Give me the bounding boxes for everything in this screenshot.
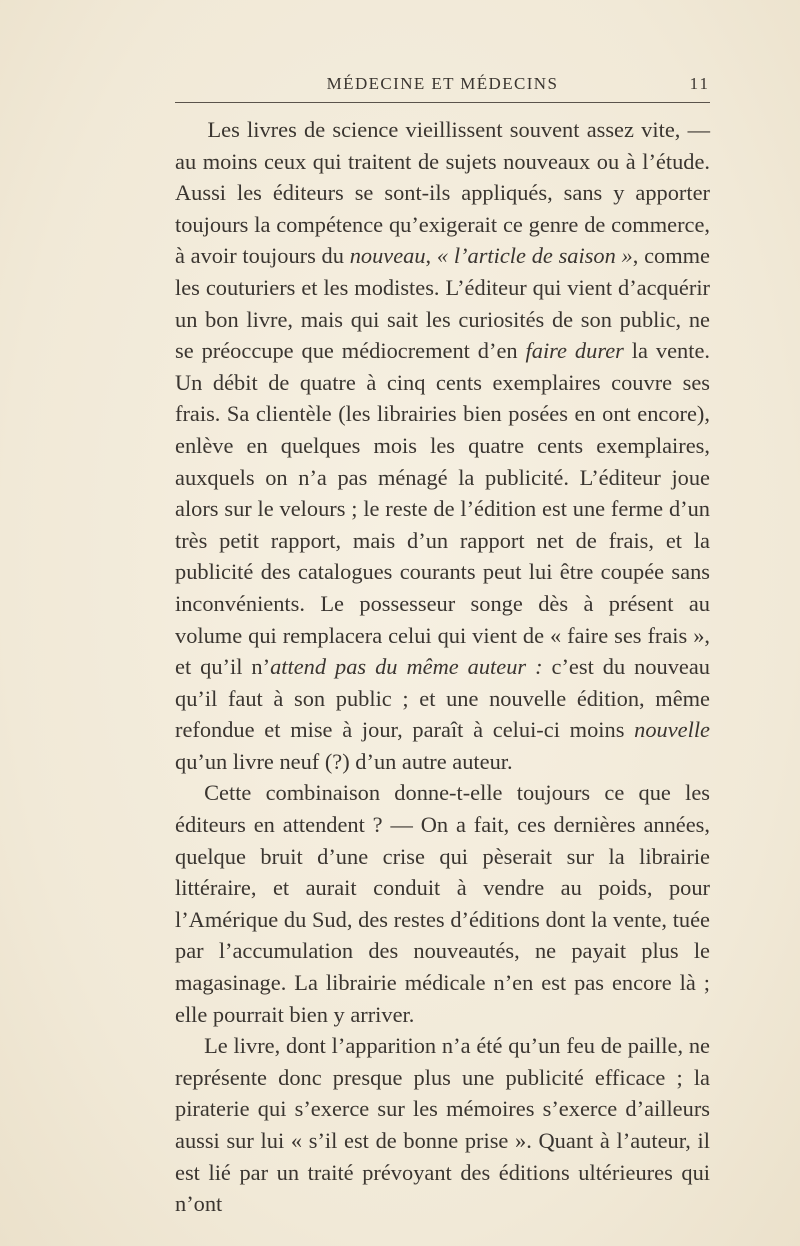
text-span: , comme les couturiers et les modistes. L’éditeur qui vient d’acquérir un bon livre, mais qui sait les curiosités de son public, ne se préoccupe que médiocrement d’en — [175, 243, 710, 364]
body-text — [175, 114, 710, 1220]
paragraph-1 — [175, 114, 710, 777]
paragraph-2: Cette combinaison donne-t-elle toujours ce que les éditeurs en attendent ? — On a fait, ces dernières années, quelque bruit d’une crise qui pèserait sur la librairie littéraire, et aurait conduit à vendre au poids, pour l’Amérique du Sud, des restes d’éditions dont la vente, tuée par l’accumulation des nouveautés, ne payait plus le magasinage. La librairie médicale n’en est pas encore là ; elle pourrait bien y arriver. — [175, 780, 710, 1027]
text-span: la vente. Un débit de quatre à cinq cents exemplaires couvre ses frais. Sa clientèle (les librairies bien posées en ont encore), enlève en quelques mois les quatre cents exemplaires, auxquels on n’a pas ménagé la publicité. L’éditeur joue alors sur le velours ; le reste de l’édition est une ferme d’un très petit rapport, mais d’un rapport net de frais, et la publicité des catalogues courants peut lui être coupée sans inconvénients. Le possesseur songe dès à présent au volume qui remplacera celui qui vient de « faire ses frais », et qu’il n’ — [175, 338, 710, 680]
running-head — [175, 72, 710, 103]
italic-span: nouveau — [349, 243, 426, 269]
page-number: 11 — [689, 74, 710, 93]
text-span: qu’un livre neuf (?) d’un autre auteur. — [175, 748, 513, 774]
paragraph-3: Le livre, dont l’apparition n’a été qu’un feu de paille, ne représente donc presque plus une publicité efficace ; la piraterie qui s’exerce sur les mémoires s’exerce d’ailleurs aussi sur lui « s’il est de bonne prise ». Quant à l’auteur, il est lié par un traité prévoyant des éditions ultérieures qui n’ont — [175, 1033, 710, 1217]
italic-span: attend pas du même auteur : — [270, 654, 543, 680]
running-title: MÉDECINE ET MÉDECINS — [326, 74, 559, 93]
italic-span: « l’article de saison » — [436, 243, 633, 269]
text-span: , — [425, 243, 437, 269]
text-span: Les livres de science vieillissent souvent assez vite, — au moins ceux qui traitent de sujets nouveaux ou à l’étude. Aussi les éditeurs se sont-ils appliqués, sans y apporter toujours la compétence qu’exigerait ce genre de commerce, à avoir toujours du — [175, 117, 710, 269]
italic-span: nouvelle — [634, 717, 710, 743]
text-span: c’est du nouveau qu’il faut à son public ; et une nouvelle édition, même refondue et mise à jour, paraît à celui-ci moins — [175, 654, 710, 743]
italic-span: faire durer — [525, 338, 624, 364]
